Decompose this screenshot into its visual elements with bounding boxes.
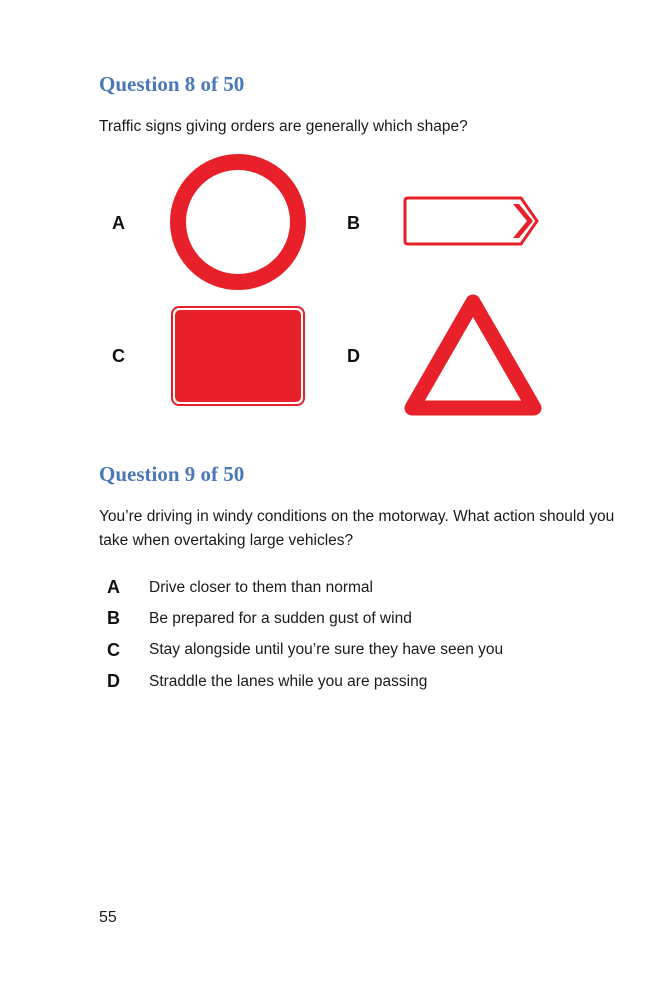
question-9-heading: Question 9 of 50 [99,462,245,486]
answer-letter: A [107,577,120,598]
answer-list [107,572,503,697]
answer-text: Drive closer to them than normal [149,578,373,596]
option-a-label: A [112,213,125,233]
answer-letter: B [107,608,120,629]
answer-text: Straddle the lanes while you are passing [149,672,428,690]
circle-sign-icon [168,152,308,292]
rectangle-sign-icon [171,306,305,406]
answer-option-a [107,572,503,603]
page-number: 55 [99,909,117,926]
question-9-text: You’re driving in windy conditions on the motorway. What action should you take when overtaking large vehicles? [99,508,615,549]
answer-text: Stay alongside until you’re sure they have seen you [149,641,504,659]
option-c-label: C [112,346,125,366]
option-b-label: B [347,213,360,233]
answer-option-d [107,666,503,697]
answer-text: Be prepared for a sudden gust of wind [149,609,412,627]
answer-option-b [107,603,503,634]
question-8-text: Traffic signs giving orders are generally which shape? [99,118,468,135]
answer-letter: C [107,639,120,660]
answer-option-c [107,635,503,666]
question-8-heading: Question 8 of 50 [99,72,245,96]
option-d-label: D [347,346,360,366]
rectangular-arrow-sign-icon [403,194,543,248]
triangle-sign-icon [402,292,544,418]
answer-letter: D [107,671,120,692]
